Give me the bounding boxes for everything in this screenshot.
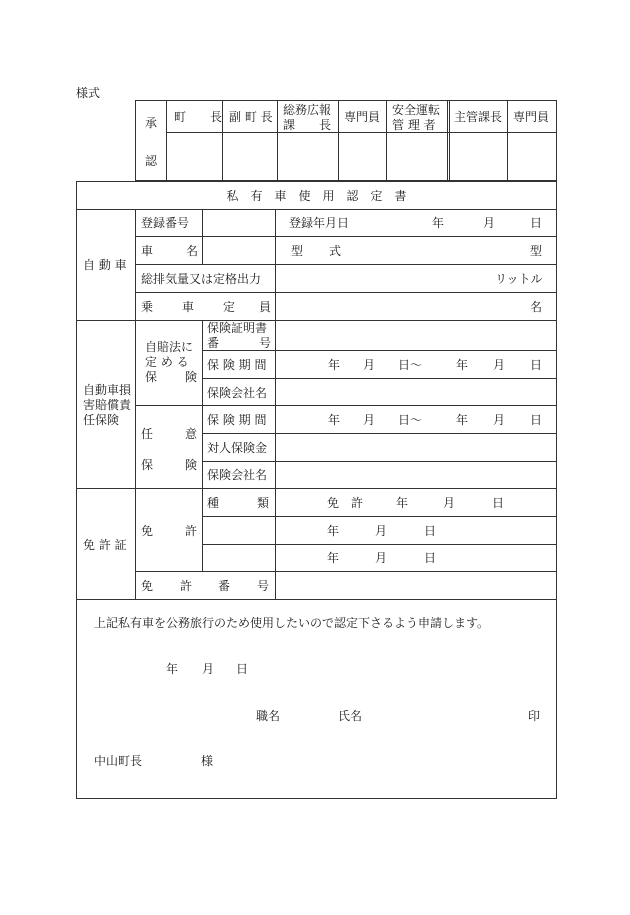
reg-date-day: 日 — [530, 216, 543, 230]
displacement-unit: リットル — [495, 272, 543, 286]
license-kind-label-a: 種 — [207, 496, 220, 510]
displacement-label: 総排気量又は定格出力 — [141, 272, 262, 286]
license-kind-label-b: 類 — [257, 496, 270, 510]
form-title: 私 有 車 使 用 認 定 書 — [226, 189, 407, 203]
cert-number-label-l2a: 番 — [207, 336, 220, 350]
compulsory-period-to-day: 日 — [530, 358, 543, 372]
cert-number-label-l1: 保険証明書 — [207, 321, 268, 335]
addressee-honorific: 様 — [201, 754, 214, 768]
approval-col-specialist-2: 専門員 — [513, 110, 550, 124]
approval-col-specialist-1: 専門員 — [344, 110, 381, 124]
compulsory-l2: 定 め る — [145, 355, 189, 369]
addressee: 中山町長 — [94, 754, 143, 768]
license-kind-field-3[interactable] — [203, 545, 274, 570]
license-number-field[interactable] — [276, 572, 556, 598]
compulsory-period-from-month: 月 — [363, 358, 376, 372]
approval-col-section-chief: 主管課長 — [454, 110, 503, 124]
voluntary-company-field[interactable] — [276, 462, 556, 487]
insurance-section-l3: 任保険 — [83, 413, 120, 427]
approval-col-safety-l1: 安全運転 — [392, 103, 441, 117]
reg-date-month: 月 — [483, 216, 496, 230]
model-unit: 型 — [530, 244, 543, 258]
request-text: 上記私有車を公務旅行のため使用したいので認定下さるよう申請します。 — [94, 616, 490, 630]
reg-date-year: 年 — [432, 216, 445, 230]
license-date3-day: 日 — [424, 551, 437, 565]
compulsory-period-from-day: 日～ — [398, 358, 423, 372]
car-name-label-b: 名 — [186, 244, 199, 258]
reg-date-label: 登録年月日 — [289, 216, 350, 230]
license-label-a: 免 — [141, 524, 154, 538]
voluntary-period-label: 保 険 期 間 — [207, 413, 267, 427]
compulsory-period-to-month: 月 — [493, 358, 506, 372]
cert-number-field[interactable] — [276, 321, 556, 349]
voluntary-company-label: 保険会社名 — [207, 468, 268, 482]
voluntary-l2b: 険 — [185, 458, 198, 472]
vehicle-section-label: 自 動 車 — [83, 258, 127, 272]
license-date2-day: 日 — [424, 524, 437, 538]
voluntary-l2a: 保 — [141, 458, 154, 472]
cert-number-label-l2b: 号 — [259, 336, 272, 350]
voluntary-period-from-day: 日～ — [398, 413, 423, 427]
insurance-section-l1: 自動車損 — [83, 383, 132, 397]
voluntary-period-from-month: 月 — [363, 413, 376, 427]
license-date1-month: 月 — [443, 496, 456, 510]
personal-insurance-label: 対人保険金 — [207, 441, 268, 455]
compulsory-l3a: 保 — [145, 370, 158, 384]
voluntary-period-from-year: 年 — [328, 413, 341, 427]
name-label: 氏名 — [338, 709, 363, 723]
voluntary-l1a: 任 — [141, 427, 154, 441]
license-number-label-c: 番 — [218, 579, 231, 593]
personal-insurance-field[interactable] — [276, 434, 556, 460]
compulsory-period-to-year: 年 — [456, 358, 469, 372]
approval-col-safety-l2: 管 理 者 — [392, 118, 436, 132]
license-date2-year: 年 — [327, 524, 340, 538]
voluntary-period-to-month: 月 — [493, 413, 506, 427]
request-year: 年 — [166, 662, 179, 676]
license-date1-day: 日 — [492, 496, 505, 510]
model-label-a: 型 — [291, 244, 304, 258]
license-number-label-b: 許 — [180, 579, 193, 593]
license-issue-b: 許 — [351, 496, 364, 510]
request-month: 月 — [202, 662, 215, 676]
license-date3-month: 月 — [375, 551, 388, 565]
license-number-label-d: 号 — [257, 579, 270, 593]
compulsory-company-label: 保険会社名 — [207, 386, 268, 400]
capacity-label-c: 定 — [223, 300, 236, 314]
compulsory-l1: 自賠法に — [145, 340, 194, 354]
car-name-field[interactable] — [203, 237, 274, 263]
seal-mark: 印 — [528, 709, 541, 723]
capacity-label-b: 車 — [182, 300, 195, 314]
license-section-label: 免 許 証 — [83, 538, 127, 552]
license-kind-field-2[interactable] — [203, 517, 274, 543]
approval-side-bottom: 認 — [145, 154, 158, 168]
voluntary-l1b: 意 — [185, 427, 198, 441]
compulsory-company-field[interactable] — [276, 379, 556, 404]
approval-col-general-affairs-l1: 総務広報 — [283, 103, 332, 117]
job-title-label: 職名 — [256, 709, 281, 723]
approval-col-general-affairs-l2: 課 長 — [283, 118, 332, 132]
car-name-label-a: 車 — [141, 244, 154, 258]
license-label-b: 許 — [185, 524, 198, 538]
license-issue-a: 免 — [327, 496, 340, 510]
capacity-label-a: 乗 — [141, 300, 154, 314]
compulsory-period-label: 保 険 期 間 — [207, 358, 267, 372]
request-day: 日 — [236, 662, 249, 676]
reg-number-field[interactable] — [203, 210, 274, 235]
compulsory-period-from-year: 年 — [328, 358, 341, 372]
insurance-section-l2: 害賠償責 — [83, 398, 132, 412]
compulsory-l3b: 険 — [185, 370, 198, 384]
form-label: 様式 — [76, 86, 101, 100]
voluntary-period-to-year: 年 — [456, 413, 469, 427]
voluntary-period-to-day: 日 — [530, 413, 543, 427]
reg-number-label: 登録番号 — [141, 216, 190, 230]
capacity-unit: 名 — [530, 300, 543, 314]
license-date3-year: 年 — [327, 551, 340, 565]
license-date1-year: 年 — [396, 496, 409, 510]
approval-col-vice-mayor: 副 町 長 — [229, 110, 273, 124]
license-date2-month: 月 — [375, 524, 388, 538]
approval-col-mayor: 町 長 — [174, 110, 223, 124]
approval-side-top: 承 — [145, 116, 158, 130]
model-label-b: 式 — [329, 244, 342, 258]
capacity-label-d: 員 — [259, 300, 272, 314]
license-number-label-a: 免 — [141, 579, 154, 593]
